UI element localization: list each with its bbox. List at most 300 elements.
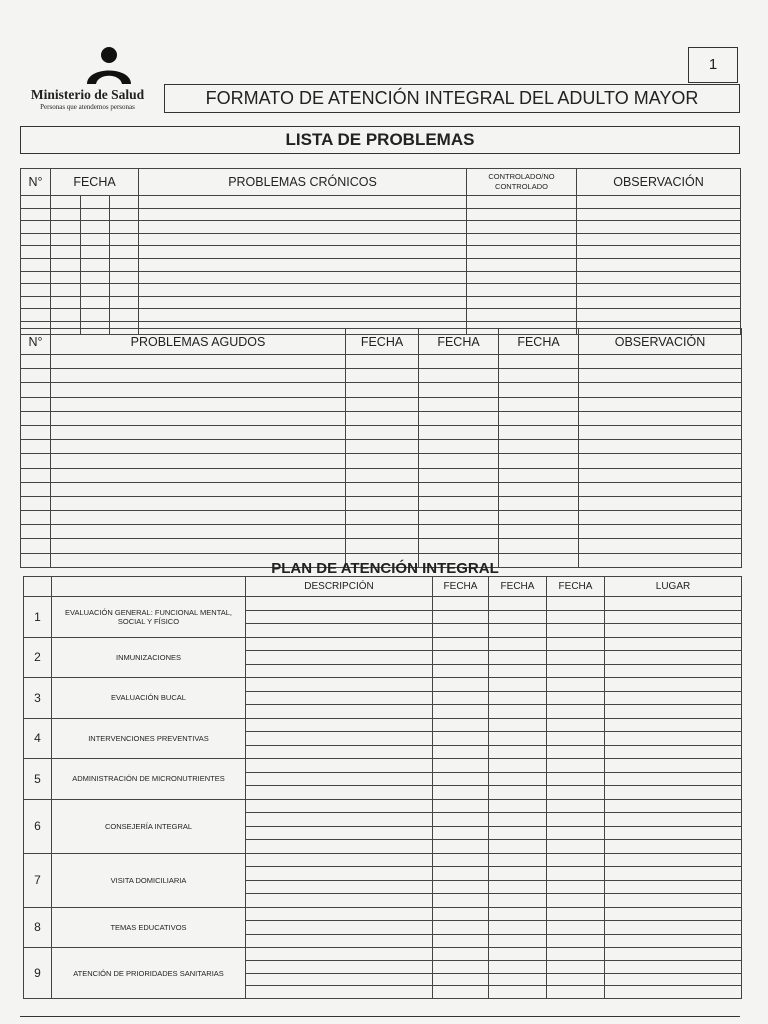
chronic-cell[interactable]	[81, 309, 110, 322]
acute-cell[interactable]	[346, 482, 419, 496]
plan-cell[interactable]	[489, 853, 547, 867]
plan-cell[interactable]	[605, 973, 742, 986]
acute-cell[interactable]	[579, 553, 742, 567]
acute-cell[interactable]	[346, 525, 419, 539]
chronic-cell[interactable]	[467, 258, 577, 271]
plan-cell[interactable]	[547, 826, 605, 840]
chronic-cell[interactable]	[81, 196, 110, 209]
plan-cell[interactable]	[547, 867, 605, 881]
plan-cell[interactable]	[605, 759, 742, 773]
acute-cell[interactable]	[499, 511, 579, 525]
chronic-cell[interactable]	[81, 271, 110, 284]
acute-cell[interactable]	[579, 369, 742, 383]
plan-cell[interactable]	[547, 610, 605, 624]
plan-cell[interactable]	[489, 840, 547, 854]
plan-cell[interactable]	[433, 597, 489, 611]
plan-cell[interactable]	[489, 867, 547, 881]
plan-cell[interactable]	[433, 867, 489, 881]
acute-cell[interactable]	[579, 539, 742, 553]
chronic-cell[interactable]	[467, 208, 577, 221]
plan-cell[interactable]	[246, 745, 433, 759]
plan-cell[interactable]	[433, 759, 489, 773]
plan-cell[interactable]	[605, 772, 742, 786]
chronic-cell[interactable]	[467, 296, 577, 309]
plan-cell[interactable]	[246, 840, 433, 854]
acute-cell[interactable]	[419, 525, 499, 539]
plan-cell[interactable]	[246, 986, 433, 999]
plan-cell[interactable]	[547, 921, 605, 935]
acute-cell[interactable]	[21, 355, 51, 369]
acute-cell[interactable]	[51, 482, 346, 496]
plan-cell[interactable]	[547, 745, 605, 759]
acute-cell[interactable]	[419, 397, 499, 411]
acute-cell[interactable]	[51, 440, 346, 454]
plan-cell[interactable]	[433, 772, 489, 786]
chronic-cell[interactable]	[81, 221, 110, 234]
plan-cell[interactable]	[433, 664, 489, 678]
acute-cell[interactable]	[419, 383, 499, 397]
plan-cell[interactable]	[489, 907, 547, 921]
plan-cell[interactable]	[246, 894, 433, 908]
acute-cell[interactable]	[419, 355, 499, 369]
acute-cell[interactable]	[21, 539, 51, 553]
acute-cell[interactable]	[579, 468, 742, 482]
plan-cell[interactable]	[433, 718, 489, 732]
plan-cell[interactable]	[605, 894, 742, 908]
plan-cell[interactable]	[433, 840, 489, 854]
plan-cell[interactable]	[547, 637, 605, 651]
plan-cell[interactable]	[547, 597, 605, 611]
plan-cell[interactable]	[246, 772, 433, 786]
plan-cell[interactable]	[547, 651, 605, 665]
acute-cell[interactable]	[579, 411, 742, 425]
plan-cell[interactable]	[246, 624, 433, 638]
chronic-cell[interactable]	[81, 296, 110, 309]
plan-cell[interactable]	[489, 664, 547, 678]
plan-cell[interactable]	[433, 880, 489, 894]
acute-cell[interactable]	[499, 525, 579, 539]
chronic-cell[interactable]	[139, 196, 467, 209]
acute-cell[interactable]	[346, 468, 419, 482]
plan-cell[interactable]	[489, 678, 547, 692]
chronic-cell[interactable]	[51, 258, 81, 271]
chronic-cell[interactable]	[110, 258, 139, 271]
plan-cell[interactable]	[246, 718, 433, 732]
plan-cell[interactable]	[605, 934, 742, 948]
acute-cell[interactable]	[51, 468, 346, 482]
acute-cell[interactable]	[499, 425, 579, 439]
acute-cell[interactable]	[499, 454, 579, 468]
acute-cell[interactable]	[51, 454, 346, 468]
plan-cell[interactable]	[246, 732, 433, 746]
plan-cell[interactable]	[489, 705, 547, 719]
chronic-cell[interactable]	[577, 196, 741, 209]
chronic-cell[interactable]	[467, 309, 577, 322]
plan-cell[interactable]	[489, 973, 547, 986]
acute-cell[interactable]	[21, 496, 51, 510]
plan-cell[interactable]	[246, 934, 433, 948]
acute-cell[interactable]	[21, 553, 51, 567]
acute-cell[interactable]	[419, 511, 499, 525]
plan-cell[interactable]	[547, 907, 605, 921]
chronic-cell[interactable]	[467, 271, 577, 284]
acute-cell[interactable]	[499, 397, 579, 411]
plan-cell[interactable]	[605, 678, 742, 692]
chronic-cell[interactable]	[139, 221, 467, 234]
acute-cell[interactable]	[579, 425, 742, 439]
plan-cell[interactable]	[433, 610, 489, 624]
acute-cell[interactable]	[346, 511, 419, 525]
plan-cell[interactable]	[547, 813, 605, 827]
plan-cell[interactable]	[605, 745, 742, 759]
acute-cell[interactable]	[499, 482, 579, 496]
plan-cell[interactable]	[246, 610, 433, 624]
plan-cell[interactable]	[547, 624, 605, 638]
acute-cell[interactable]	[21, 397, 51, 411]
chronic-cell[interactable]	[21, 258, 51, 271]
acute-cell[interactable]	[579, 482, 742, 496]
plan-cell[interactable]	[605, 826, 742, 840]
chronic-cell[interactable]	[21, 309, 51, 322]
plan-cell[interactable]	[489, 986, 547, 999]
chronic-cell[interactable]	[21, 271, 51, 284]
acute-cell[interactable]	[419, 369, 499, 383]
plan-cell[interactable]	[605, 948, 742, 961]
plan-cell[interactable]	[246, 637, 433, 651]
acute-cell[interactable]	[51, 511, 346, 525]
chronic-cell[interactable]	[577, 258, 741, 271]
acute-cell[interactable]	[51, 425, 346, 439]
acute-cell[interactable]	[346, 440, 419, 454]
chronic-cell[interactable]	[21, 246, 51, 259]
plan-cell[interactable]	[605, 907, 742, 921]
acute-cell[interactable]	[419, 425, 499, 439]
chronic-cell[interactable]	[51, 284, 81, 297]
acute-cell[interactable]	[579, 383, 742, 397]
plan-cell[interactable]	[433, 624, 489, 638]
plan-cell[interactable]	[433, 745, 489, 759]
plan-cell[interactable]	[605, 597, 742, 611]
plan-cell[interactable]	[547, 664, 605, 678]
acute-cell[interactable]	[499, 411, 579, 425]
plan-cell[interactable]	[605, 637, 742, 651]
acute-cell[interactable]	[21, 468, 51, 482]
plan-cell[interactable]	[433, 921, 489, 935]
plan-cell[interactable]	[547, 691, 605, 705]
plan-cell[interactable]	[547, 705, 605, 719]
plan-cell[interactable]	[605, 705, 742, 719]
chronic-cell[interactable]	[51, 196, 81, 209]
acute-cell[interactable]	[419, 496, 499, 510]
chronic-cell[interactable]	[51, 309, 81, 322]
acute-cell[interactable]	[499, 440, 579, 454]
plan-cell[interactable]	[547, 786, 605, 800]
plan-cell[interactable]	[489, 759, 547, 773]
plan-cell[interactable]	[547, 948, 605, 961]
plan-cell[interactable]	[433, 678, 489, 692]
acute-cell[interactable]	[21, 383, 51, 397]
chronic-cell[interactable]	[81, 258, 110, 271]
chronic-cell[interactable]	[51, 233, 81, 246]
plan-cell[interactable]	[489, 799, 547, 813]
plan-cell[interactable]	[489, 691, 547, 705]
plan-cell[interactable]	[489, 637, 547, 651]
chronic-cell[interactable]	[21, 221, 51, 234]
chronic-cell[interactable]	[467, 221, 577, 234]
plan-cell[interactable]	[246, 880, 433, 894]
plan-cell[interactable]	[605, 651, 742, 665]
acute-cell[interactable]	[346, 425, 419, 439]
plan-cell[interactable]	[547, 934, 605, 948]
plan-cell[interactable]	[605, 880, 742, 894]
plan-cell[interactable]	[605, 732, 742, 746]
acute-cell[interactable]	[419, 411, 499, 425]
chronic-cell[interactable]	[110, 196, 139, 209]
plan-cell[interactable]	[489, 880, 547, 894]
plan-cell[interactable]	[489, 813, 547, 827]
acute-cell[interactable]	[419, 468, 499, 482]
plan-cell[interactable]	[246, 948, 433, 961]
chronic-cell[interactable]	[467, 284, 577, 297]
plan-cell[interactable]	[489, 826, 547, 840]
plan-cell[interactable]	[246, 826, 433, 840]
plan-cell[interactable]	[489, 745, 547, 759]
plan-cell[interactable]	[605, 786, 742, 800]
chronic-cell[interactable]	[81, 246, 110, 259]
plan-cell[interactable]	[547, 894, 605, 908]
plan-cell[interactable]	[547, 772, 605, 786]
chronic-cell[interactable]	[139, 258, 467, 271]
chronic-cell[interactable]	[110, 296, 139, 309]
acute-cell[interactable]	[419, 440, 499, 454]
chronic-cell[interactable]	[51, 296, 81, 309]
chronic-cell[interactable]	[577, 284, 741, 297]
acute-cell[interactable]	[51, 383, 346, 397]
plan-cell[interactable]	[547, 973, 605, 986]
plan-cell[interactable]	[489, 732, 547, 746]
acute-cell[interactable]	[499, 496, 579, 510]
acute-cell[interactable]	[579, 511, 742, 525]
acute-cell[interactable]	[579, 496, 742, 510]
chronic-cell[interactable]	[467, 246, 577, 259]
chronic-cell[interactable]	[110, 221, 139, 234]
chronic-cell[interactable]	[110, 271, 139, 284]
plan-cell[interactable]	[605, 921, 742, 935]
chronic-cell[interactable]	[110, 246, 139, 259]
chronic-cell[interactable]	[51, 246, 81, 259]
plan-cell[interactable]	[246, 705, 433, 719]
plan-cell[interactable]	[246, 691, 433, 705]
acute-cell[interactable]	[51, 355, 346, 369]
chronic-cell[interactable]	[577, 233, 741, 246]
plan-cell[interactable]	[433, 907, 489, 921]
plan-cell[interactable]	[605, 813, 742, 827]
acute-cell[interactable]	[499, 355, 579, 369]
plan-cell[interactable]	[489, 960, 547, 973]
chronic-cell[interactable]	[51, 271, 81, 284]
plan-cell[interactable]	[433, 973, 489, 986]
plan-cell[interactable]	[246, 813, 433, 827]
plan-cell[interactable]	[246, 853, 433, 867]
acute-cell[interactable]	[21, 425, 51, 439]
plan-cell[interactable]	[433, 786, 489, 800]
chronic-cell[interactable]	[21, 196, 51, 209]
plan-cell[interactable]	[489, 610, 547, 624]
plan-cell[interactable]	[433, 934, 489, 948]
plan-cell[interactable]	[246, 867, 433, 881]
acute-cell[interactable]	[579, 355, 742, 369]
acute-cell[interactable]	[346, 539, 419, 553]
acute-cell[interactable]	[51, 496, 346, 510]
acute-cell[interactable]	[419, 454, 499, 468]
acute-cell[interactable]	[346, 369, 419, 383]
acute-cell[interactable]	[346, 397, 419, 411]
acute-cell[interactable]	[346, 454, 419, 468]
plan-cell[interactable]	[605, 610, 742, 624]
plan-cell[interactable]	[605, 624, 742, 638]
acute-cell[interactable]	[579, 525, 742, 539]
plan-cell[interactable]	[605, 986, 742, 999]
acute-cell[interactable]	[579, 397, 742, 411]
plan-cell[interactable]	[433, 651, 489, 665]
plan-cell[interactable]	[433, 691, 489, 705]
chronic-cell[interactable]	[139, 296, 467, 309]
chronic-cell[interactable]	[21, 233, 51, 246]
chronic-cell[interactable]	[110, 233, 139, 246]
plan-cell[interactable]	[605, 867, 742, 881]
acute-cell[interactable]	[579, 440, 742, 454]
plan-cell[interactable]	[547, 986, 605, 999]
chronic-cell[interactable]	[110, 208, 139, 221]
plan-cell[interactable]	[433, 813, 489, 827]
plan-cell[interactable]	[547, 759, 605, 773]
chronic-cell[interactable]	[577, 296, 741, 309]
plan-cell[interactable]	[246, 597, 433, 611]
plan-cell[interactable]	[547, 960, 605, 973]
plan-cell[interactable]	[605, 840, 742, 854]
acute-cell[interactable]	[51, 525, 346, 539]
chronic-cell[interactable]	[21, 296, 51, 309]
acute-cell[interactable]	[21, 511, 51, 525]
acute-cell[interactable]	[579, 454, 742, 468]
plan-cell[interactable]	[433, 948, 489, 961]
chronic-cell[interactable]	[21, 284, 51, 297]
plan-cell[interactable]	[605, 960, 742, 973]
plan-cell[interactable]	[489, 651, 547, 665]
plan-cell[interactable]	[433, 705, 489, 719]
chronic-cell[interactable]	[81, 284, 110, 297]
acute-cell[interactable]	[346, 411, 419, 425]
chronic-cell[interactable]	[467, 233, 577, 246]
acute-cell[interactable]	[21, 369, 51, 383]
plan-cell[interactable]	[433, 986, 489, 999]
chronic-cell[interactable]	[139, 271, 467, 284]
plan-cell[interactable]	[246, 651, 433, 665]
plan-cell[interactable]	[246, 799, 433, 813]
acute-cell[interactable]	[346, 355, 419, 369]
plan-cell[interactable]	[489, 597, 547, 611]
acute-cell[interactable]	[51, 369, 346, 383]
plan-cell[interactable]	[246, 907, 433, 921]
chronic-cell[interactable]	[139, 309, 467, 322]
plan-cell[interactable]	[246, 973, 433, 986]
acute-cell[interactable]	[419, 482, 499, 496]
plan-cell[interactable]	[433, 894, 489, 908]
plan-cell[interactable]	[246, 664, 433, 678]
plan-cell[interactable]	[433, 637, 489, 651]
chronic-cell[interactable]	[81, 208, 110, 221]
acute-cell[interactable]	[419, 539, 499, 553]
plan-cell[interactable]	[433, 826, 489, 840]
acute-cell[interactable]	[21, 482, 51, 496]
acute-cell[interactable]	[21, 411, 51, 425]
plan-cell[interactable]	[547, 853, 605, 867]
chronic-cell[interactable]	[577, 309, 741, 322]
chronic-cell[interactable]	[577, 208, 741, 221]
chronic-cell[interactable]	[577, 271, 741, 284]
plan-cell[interactable]	[489, 624, 547, 638]
chronic-cell[interactable]	[139, 233, 467, 246]
acute-cell[interactable]	[21, 454, 51, 468]
plan-cell[interactable]	[246, 786, 433, 800]
plan-cell[interactable]	[489, 934, 547, 948]
chronic-cell[interactable]	[467, 196, 577, 209]
plan-cell[interactable]	[433, 732, 489, 746]
plan-cell[interactable]	[605, 799, 742, 813]
chronic-cell[interactable]	[21, 208, 51, 221]
chronic-cell[interactable]	[577, 246, 741, 259]
acute-cell[interactable]	[21, 440, 51, 454]
plan-cell[interactable]	[433, 960, 489, 973]
acute-cell[interactable]	[51, 539, 346, 553]
plan-cell[interactable]	[246, 678, 433, 692]
plan-cell[interactable]	[547, 678, 605, 692]
plan-cell[interactable]	[489, 772, 547, 786]
chronic-cell[interactable]	[139, 284, 467, 297]
acute-cell[interactable]	[51, 411, 346, 425]
acute-cell[interactable]	[499, 468, 579, 482]
plan-cell[interactable]	[489, 948, 547, 961]
plan-cell[interactable]	[246, 960, 433, 973]
plan-cell[interactable]	[547, 732, 605, 746]
chronic-cell[interactable]	[110, 309, 139, 322]
acute-cell[interactable]	[21, 525, 51, 539]
plan-cell[interactable]	[547, 718, 605, 732]
plan-cell[interactable]	[433, 853, 489, 867]
plan-cell[interactable]	[489, 718, 547, 732]
plan-cell[interactable]	[547, 880, 605, 894]
acute-cell[interactable]	[346, 383, 419, 397]
acute-cell[interactable]	[499, 369, 579, 383]
chronic-cell[interactable]	[51, 221, 81, 234]
plan-cell[interactable]	[489, 921, 547, 935]
chronic-cell[interactable]	[81, 233, 110, 246]
plan-cell[interactable]	[605, 718, 742, 732]
plan-cell[interactable]	[246, 759, 433, 773]
acute-cell[interactable]	[499, 539, 579, 553]
plan-cell[interactable]	[547, 840, 605, 854]
plan-cell[interactable]	[489, 894, 547, 908]
plan-cell[interactable]	[605, 664, 742, 678]
acute-cell[interactable]	[499, 383, 579, 397]
acute-cell[interactable]	[51, 397, 346, 411]
chronic-cell[interactable]	[110, 284, 139, 297]
plan-cell[interactable]	[605, 691, 742, 705]
plan-cell[interactable]	[433, 799, 489, 813]
plan-cell[interactable]	[489, 786, 547, 800]
plan-cell[interactable]	[246, 921, 433, 935]
chronic-cell[interactable]	[577, 221, 741, 234]
